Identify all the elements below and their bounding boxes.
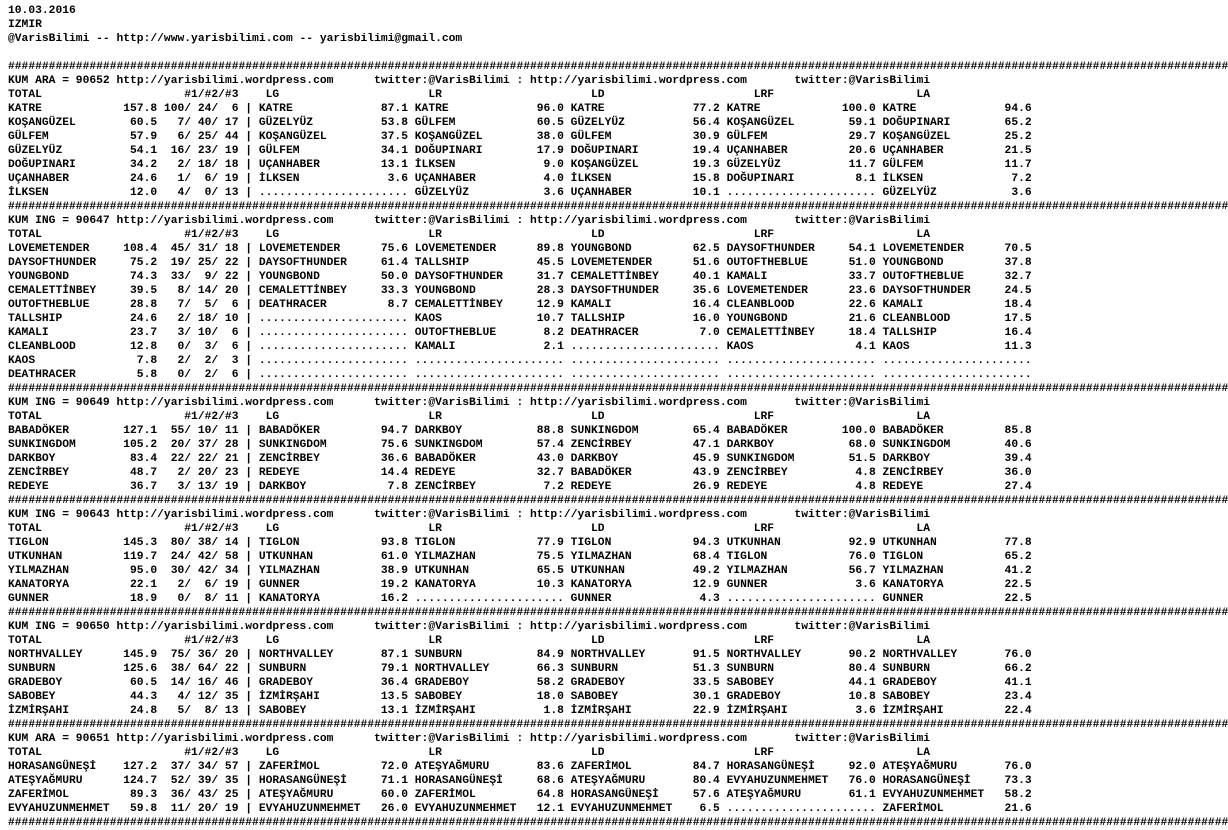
result-row: DEATHRACER 5.8 0/ 2/ 6 | ...................... ...................... ...................... ...................... ...................... [8,369,1032,381]
separator: #################################################################################################################################################################################### [8,383,1228,395]
site-link[interactable]: : http://yarisbilimi.wordpress.com [509,733,747,745]
twitter-handle[interactable]: twitter:@VarisBilimi [746,215,931,227]
race-title [8,620,930,634]
result-row: KAOS 7.8 2/ 2/ 3 | ...................... ...................... ...................... ...................... ...................... [8,355,1032,367]
result-row: TIGLON 145.3 80/ 38/ 14 | TIGLON 93.8 TIGLON 77.9 TIGLON 94.3 UTKUNHAN 92.9 UTKUNHAN 77.8 [8,537,1032,549]
twitter-handle[interactable]: twitter:@VarisBilimi [746,509,931,521]
twitter-handle[interactable]: twitter:@VarisBilimi [333,621,510,633]
race-title [8,214,930,228]
result-row: HORASANGÜNEŞİ 127.2 37/ 34/ 57 | ZAFERİMOL 72.0 ATEŞYAĞMURU 83.6 ZAFERİMOL 84.7 HORASANGÜNEŞİ 92.0 ATEŞYAĞMURU 76.0 [8,761,1032,773]
twitter-handle[interactable]: twitter:@VarisBilimi [746,621,931,633]
twitter-handle[interactable]: twitter:@VarisBilimi [333,215,510,227]
result-row: ZAFERİMOL 89.3 36/ 43/ 25 | ATEŞYAĞMURU 60.0 ZAFERİMOL 64.8 HORASANGÜNEŞİ 57.6 ATEŞYAĞMURU 61.1 EVYAHUZUNMEHMET 58.2 [8,789,1032,801]
twitter-handle[interactable]: twitter:@VarisBilimi [333,397,510,409]
column-header: TOTAL #1/#2/#3 LG LR LD LRF LA [8,89,930,101]
result-row: YOUNGBOND 74.3 33/ 9/ 22 | YOUNGBOND 50.0 DAYSOFTHUNDER 31.7 CEMALETTİNBEY 40.1 KAMALI 33.7 OUTOFTHEBLUE 32.7 [8,271,1032,283]
race-id: KUM ING = 90643 [8,509,110,521]
result-row: KANATORYA 22.1 2/ 6/ 19 | GUNNER 19.2 KANATORYA 10.3 KANATORYA 12.9 GUNNER 3.6 KANATORYA 22.5 [8,579,1032,591]
result-row: KOŞANGÜZEL 60.5 7/ 40/ 17 | GÜZELYÜZ 53.8 GÜLFEM 60.5 GÜZELYÜZ 56.4 KOŞANGÜZEL 59.1 DOĞUPINARI 65.2 [8,117,1032,129]
result-row: GRADEBOY 60.5 14/ 16/ 46 | GRADEBOY 36.4 GRADEBOY 58.2 GRADEBOY 33.5 SABOBEY 44.1 GRADEBOY 41.1 [8,677,1032,689]
result-row: CEMALETTİNBEY 39.5 8/ 14/ 20 | CEMALETTİNBEY 33.3 YOUNGBOND 28.3 DAYSOFTHUNDER 35.6 LOVEMETENDER 23.6 DAYSOFTHUNDER 24.5 [8,285,1032,297]
separator: #################################################################################################################################################################################### [8,495,1228,507]
result-row: OUTOFTHEBLUE 28.8 7/ 5/ 6 | DEATHRACER 8.7 CEMALETTİNBEY 12.9 KAMALI 16.4 CLEANBLOOD 22.6 KAMALI 18.4 [8,299,1032,311]
result-row: İZMİRŞAHI 24.8 5/ 8/ 13 | SABOBEY 13.1 İZMİRŞAHI 1.8 İZMİRŞAHI 22.9 İZMİRŞAHI 3.6 İZMİRŞAHI 22.4 [8,705,1032,717]
separator: #################################################################################################################################################################################### [8,719,1228,731]
result-row: YILMAZHAN 95.0 30/ 42/ 34 | YILMAZHAN 38.9 UTKUNHAN 65.5 UTKUNHAN 49.2 YILMAZHAN 56.7 YILMAZHAN 41.2 [8,565,1032,577]
result-row: KATRE 157.8 100/ 24/ 6 | KATRE 87.1 KATRE 96.0 KATRE 77.2 KATRE 100.0 KATRE 94.6 [8,103,1032,115]
twitter-handle[interactable]: twitter:@VarisBilimi [746,397,931,409]
result-row: BABADÖKER 127.1 55/ 10/ 11 | BABADÖKER 94.7 DARKBOY 88.8 SUNKINGDOM 65.4 BABADÖKER 100.0 BABADÖKER 85.8 [8,425,1032,437]
result-row: ZENCİRBEY 48.7 2/ 20/ 23 | REDEYE 14.4 REDEYE 32.7 BABADÖKER 43.9 ZENCİRBEY 4.8 ZENCİRBEY 36.0 [8,467,1032,479]
result-row: SUNBURN 125.6 38/ 64/ 22 | SUNBURN 79.1 NORTHVALLEY 66.3 SUNBURN 51.3 SUNBURN 80.4 SUNBURN 66.2 [8,663,1032,675]
site-link[interactable]: : http://yarisbilimi.wordpress.com [509,215,747,227]
result-row: ATEŞYAĞMURU 124.7 52/ 39/ 35 | HORASANGÜNEŞİ 71.1 HORASANGÜNEŞİ 68.6 ATEŞYAĞMURU 80.4 EVYAHUZUNMEHMET 76.0 HORASANGÜNEŞİ 73.3 [8,775,1032,787]
separator: #################################################################################################################################################################################### [8,607,1228,619]
column-header: TOTAL #1/#2/#3 LG LR LD LRF LA [8,229,930,241]
result-row: DARKBOY 83.4 22/ 22/ 21 | ZENCİRBEY 36.6 BABADÖKER 43.0 DARKBOY 45.9 SUNKINGDOM 51.5 DARKBOY 39.4 [8,453,1032,465]
race-title [8,396,930,410]
race-id: KUM ARA = 90652 [8,75,110,87]
result-row: GUNNER 18.9 0/ 8/ 11 | KANATORYA 16.2 ...................... GUNNER 4.3 ...................... GUNNER 22.5 [8,593,1032,605]
result-row: LOVEMETENDER 108.4 45/ 31/ 18 | LOVEMETENDER 75.6 LOVEMETENDER 89.8 YOUNGBOND 62.5 DAYSOFTHUNDER 54.1 LOVEMETENDER 70.5 [8,243,1032,255]
site-link[interactable]: http://yarisbilimi.wordpress.com [109,509,334,521]
site-link[interactable]: : http://yarisbilimi.wordpress.com [509,75,747,87]
race-title [8,732,930,746]
result-row: CLEANBLOOD 12.8 0/ 3/ 6 | ...................... KAMALI 2.1 ...................... KAOS 4.1 KAOS 11.3 [8,341,1032,353]
column-header: TOTAL #1/#2/#3 LG LR LD LRF LA [8,747,930,759]
result-row: SABOBEY 44.3 4/ 12/ 35 | İZMİRŞAHI 13.5 SABOBEY 18.0 SABOBEY 30.1 GRADEBOY 10.8 SABOBEY 23.4 [8,691,1032,703]
twitter-handle[interactable]: twitter:@VarisBilimi [333,75,510,87]
separator: #################################################################################################################################################################################### [8,201,1228,213]
result-row: DOĞUPINARI 34.2 2/ 18/ 18 | UÇANHABER 13.1 İLKSEN 9.0 KOŞANGÜZEL 19.3 GÜZELYÜZ 11.7 GÜLFEM 11.7 [8,159,1032,171]
twitter-handle[interactable]: twitter:@VarisBilimi [746,75,931,87]
result-row: REDEYE 36.7 3/ 13/ 19 | DARKBOY 7.8 ZENCİRBEY 7.2 REDEYE 26.9 REDEYE 4.8 REDEYE 27.4 [8,481,1032,493]
separator: #################################################################################################################################################################################### [8,817,1228,829]
result-row: UTKUNHAN 119.7 24/ 42/ 58 | UTKUNHAN 61.0 YILMAZHAN 75.5 YILMAZHAN 68.4 TIGLON 76.0 TIGLON 65.2 [8,551,1032,563]
site-link[interactable]: http://yarisbilimi.wordpress.com [109,75,334,87]
twitter-handle[interactable]: twitter:@VarisBilimi [746,733,931,745]
race-id: KUM ING = 90647 [8,215,110,227]
report-date: 10.03.2016 [8,5,76,17]
result-row: UÇANHABER 24.6 1/ 6/ 19 | İLKSEN 3.6 UÇANHABER 4.0 İLKSEN 15.8 DOĞUPINARI 8.1 İLKSEN 7.2 [8,173,1032,185]
site-link[interactable]: http://yarisbilimi.wordpress.com [109,215,334,227]
result-row: GÜZELYÜZ 54.1 16/ 23/ 19 | GÜLFEM 34.1 DOĞUPINARI 17.9 DOĞUPINARI 19.4 UÇANHABER 20.6 UÇANHABER 21.5 [8,145,1032,157]
race-id: KUM ING = 90650 [8,621,110,633]
race-title [8,74,930,88]
race-id: KUM ING = 90649 [8,397,110,409]
race-title [8,508,930,522]
result-row: DAYSOFTHUNDER 75.2 19/ 25/ 22 | DAYSOFTHUNDER 61.4 TALLSHIP 45.5 LOVEMETENDER 51.6 OUTOFTHEBLUE 51.0 YOUNGBOND 37.8 [8,257,1032,269]
column-header: TOTAL #1/#2/#3 LG LR LD LRF LA [8,411,930,423]
report-contact: @VarisBilimi -- http://www.yarisbilimi.com -- yarisbilimi@gmail.com [8,33,463,45]
site-link[interactable]: : http://yarisbilimi.wordpress.com [509,509,747,521]
site-link[interactable]: : http://yarisbilimi.wordpress.com [509,621,747,633]
site-link[interactable]: : http://yarisbilimi.wordpress.com [509,397,747,409]
result-row: NORTHVALLEY 145.9 75/ 36/ 20 | NORTHVALLEY 87.1 SUNBURN 84.9 NORTHVALLEY 91.5 NORTHVALLEY 90.2 NORTHVALLEY 76.0 [8,649,1032,661]
report-city: IZMIR [8,19,42,31]
result-row: İLKSEN 12.0 4/ 0/ 13 | ...................... GÜZELYÜZ 3.6 UÇANHABER 10.1 ...................... GÜZELYÜZ 3.6 [8,187,1032,199]
result-row: KAMALI 23.7 3/ 10/ 6 | ...................... OUTOFTHEBLUE 8.2 DEATHRACER 7.0 CEMALETTİNBEY 18.4 TALLSHIP 16.4 [8,327,1032,339]
result-row: GÜLFEM 57.9 6/ 25/ 44 | KOŞANGÜZEL 37.5 KOŞANGÜZEL 38.0 GÜLFEM 30.9 GÜLFEM 29.7 KOŞANGÜZEL 25.2 [8,131,1032,143]
result-row: EVYAHUZUNMEHMET 59.8 11/ 20/ 19 | EVYAHUZUNMEHMET 26.0 EVYAHUZUNMEHMET 12.1 EVYAHUZUNMEHMET 6.5 ...................... ZAFERİMOL 21.6 [8,803,1032,815]
column-header: TOTAL #1/#2/#3 LG LR LD LRF LA [8,523,930,535]
column-header: TOTAL #1/#2/#3 LG LR LD LRF LA [8,635,930,647]
site-link[interactable]: http://yarisbilimi.wordpress.com [109,397,334,409]
separator: #################################################################################################################################################################################### [8,61,1228,73]
site-link[interactable]: http://yarisbilimi.wordpress.com [109,733,334,745]
site-link[interactable]: http://yarisbilimi.wordpress.com [109,621,334,633]
race-id: KUM ARA = 90651 [8,733,110,745]
result-row: TALLSHIP 24.6 2/ 18/ 10 | ...................... KAOS 10.7 TALLSHIP 16.0 YOUNGBOND 21.6 CLEANBLOOD 17.5 [8,313,1032,325]
twitter-handle[interactable]: twitter:@VarisBilimi [333,733,510,745]
twitter-handle[interactable]: twitter:@VarisBilimi [333,509,510,521]
result-row: SUNKINGDOM 105.2 20/ 37/ 28 | SUNKINGDOM 75.6 SUNKINGDOM 57.4 ZENCİRBEY 47.1 DARKBOY 68.0 SUNKINGDOM 40.6 [8,439,1032,451]
